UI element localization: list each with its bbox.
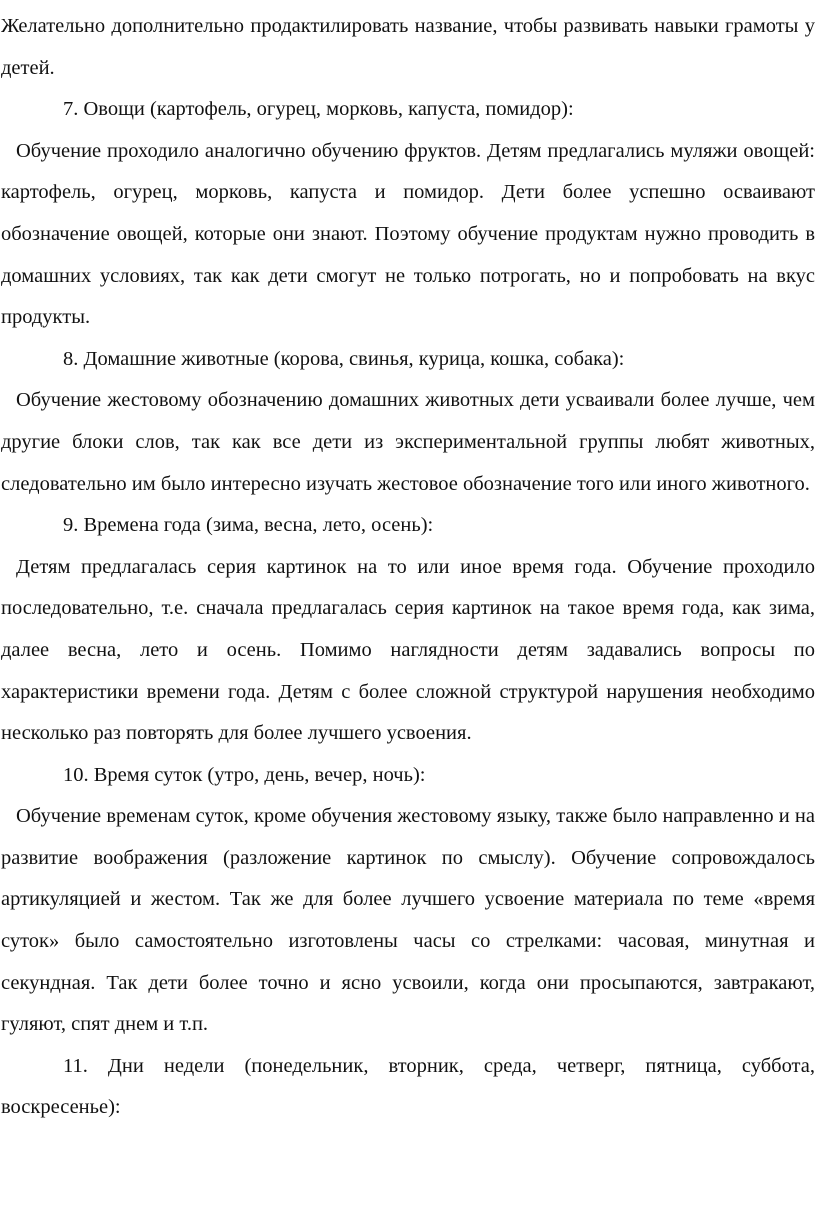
heading-domestic-animals: 8. Домашние животные (корова, свинья, курица, кошка, собака): [63, 347, 625, 370]
paragraph-seasons: Детям предлагалась серия картинок на то или иное время года. Обучение проходило последовательно, т.е. сначала предлагалась серия картинок на такое время года, как зима, далее весна, лето и осень. Помимо наглядности детям задавались вопросы по характеристики времени года. Детям с более сложной структурой нарушения необходимо несколько раз повторять для более лучшего усвоения. [1, 555, 815, 745]
paragraph-intro: Желательно дополнительно продактилировать название, чтобы развивать навыки грамоты у детей. [1, 15, 815, 79]
heading-vegetables: 7. Овощи (картофель, огурец, морковь, капуста, помидор): [63, 98, 574, 121]
heading-times-of-day: 10. Время суток (утро, день, вечер, ночь): [63, 763, 426, 786]
paragraph-domestic-animals: Обучение жестовому обозначению домашних животных дети усваивали более лучше, чем другие блоки слов, так как все дети из экспериментальной группы любят животных, следовательно им было интересно изучать жестовое обозначение того или иного животного. [1, 389, 815, 495]
heading-days-of-week: 11. Дни недели (понедельник, вторник, среда, четверг, пятница, суббота, воскресенье): [1, 1054, 815, 1119]
paragraph-times-of-day: Обучение временам суток, кроме обучения жестовому языку, также было направленно и на развитие воображения (разложение картинок по смыслу). Обучение сопровождалось артикуляцией и жестом. Так же для более лучшего усвоение материала по теме «время суток» было самостоятельно изготовлены часы со стрелками: часовая, минутная и секундная. Так дети более точно и ясно усвоили, когда они просыпаются, завтракают, гуляют, спят днем и т.п. [1, 805, 815, 1036]
heading-seasons: 9. Времена года (зима, весна, лето, осень): [63, 514, 434, 537]
paragraph-vegetables: Обучение проходило аналогично обучению фруктов. Детям предлагались муляжи овощей: картофель, огурец, морковь, капуста и помидор. Дети более успешно осваивают обозначение овощей, которые они знают. Поэтому обучение продуктам нужно проводить в домашних условиях, так как дети смогут не только потрогать, но и попробовать на вкус продукты. [1, 139, 815, 329]
